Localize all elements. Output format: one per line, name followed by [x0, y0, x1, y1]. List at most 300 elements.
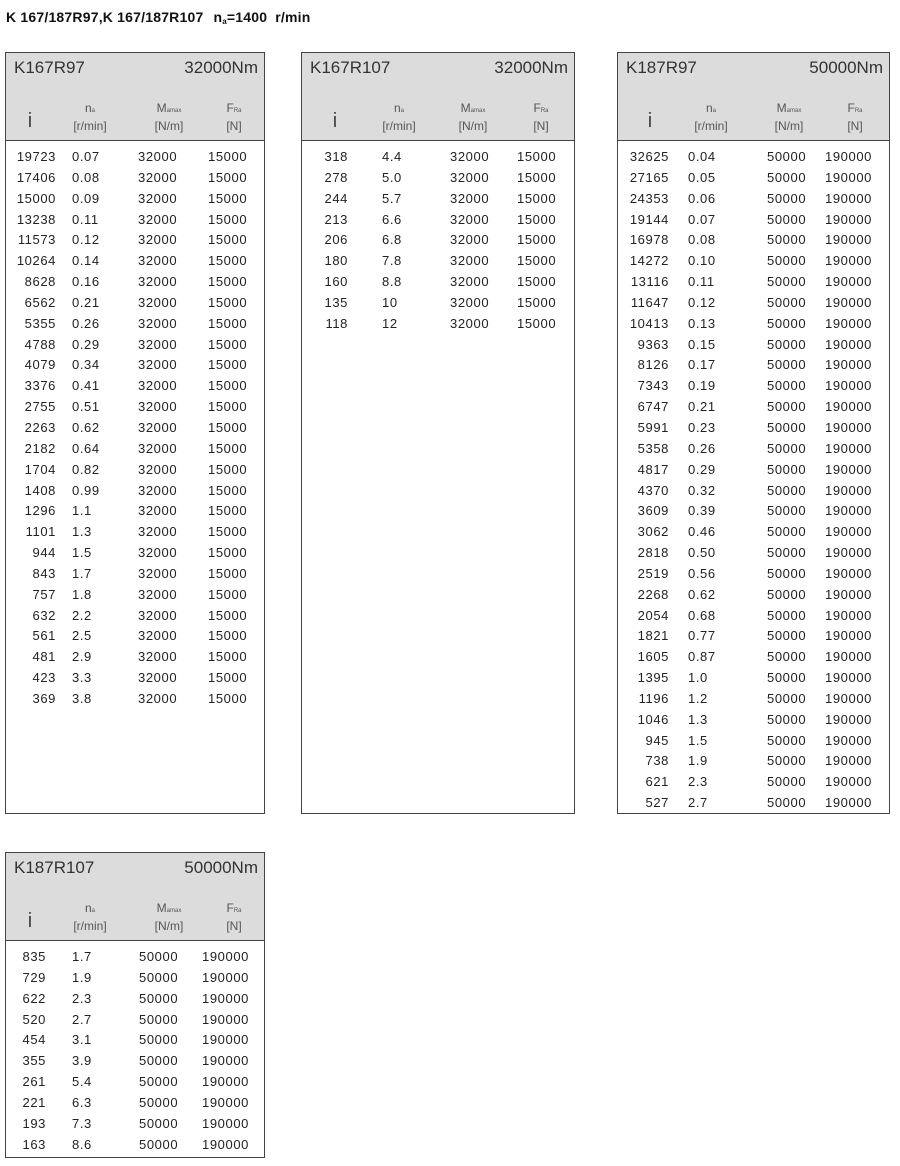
table-row: [618, 501, 889, 522]
cell-output-speed: 0.50: [688, 545, 716, 561]
cell-max-torque: 50000: [139, 949, 179, 964]
page-title: [6, 9, 310, 26]
col-header-na: na [r/min]: [73, 901, 107, 933]
cell-max-torque: 50000: [767, 503, 807, 519]
cell-radial-load: 190000: [825, 607, 872, 623]
cell-output-speed: 0.07: [688, 211, 716, 227]
cell-ratio: 1046: [637, 711, 669, 727]
cell-max-torque: 50000: [767, 753, 807, 769]
cell-output-speed: 6.3: [72, 1094, 92, 1110]
table-row: [618, 668, 889, 689]
cell-max-torque: 32000: [138, 294, 178, 310]
cell-radial-load: 190000: [825, 586, 872, 602]
table-torque: 50000Nm: [184, 858, 258, 877]
table-row: [618, 481, 889, 502]
table-row: [618, 189, 889, 210]
cell-ratio: 4079: [24, 357, 56, 373]
cell-output-speed: 4.4: [382, 149, 402, 164]
cell-output-speed: 2.7: [72, 1011, 92, 1027]
cell-radial-load: 190000: [202, 1032, 249, 1048]
cell-radial-load: 190000: [825, 524, 872, 540]
cell-output-speed: 0.16: [72, 274, 100, 290]
cell-ratio: 193: [22, 1115, 46, 1131]
cell-radial-load: 15000: [517, 232, 557, 248]
table-header: [6, 53, 264, 141]
cell-max-torque: 32000: [138, 482, 178, 498]
col-header-mamax: Mamax [N/m]: [774, 101, 804, 133]
cell-max-torque: 32000: [450, 294, 490, 310]
cell-output-speed: 3.1: [72, 1032, 92, 1048]
cell-radial-load: 15000: [517, 315, 557, 331]
cell-ratio: 10413: [629, 315, 669, 331]
cell-radial-load: 15000: [517, 274, 557, 290]
table-row: [618, 522, 889, 543]
table-row: [6, 397, 264, 418]
cell-radial-load: 15000: [208, 336, 248, 352]
table-row: [6, 314, 264, 335]
cell-ratio: 244: [324, 190, 348, 206]
cell-radial-load: 15000: [208, 628, 248, 644]
cell-output-speed: 2.7: [688, 795, 708, 811]
table-row: [6, 293, 264, 314]
cell-max-torque: 32000: [450, 315, 490, 331]
table-torque: 32000Nm: [184, 58, 258, 77]
cell-max-torque: 50000: [767, 774, 807, 790]
title-prefix: K 167/187R97,K 167/187R107: [6, 9, 204, 25]
table-row: [6, 251, 264, 272]
cell-ratio: 318: [324, 149, 348, 164]
cell-max-torque: 50000: [767, 607, 807, 623]
cell-output-speed: 2.5: [72, 628, 92, 644]
cell-ratio: 16978: [629, 232, 669, 248]
cell-radial-load: 15000: [208, 253, 248, 269]
table-row: [6, 501, 264, 522]
cell-ratio: 520: [22, 1011, 46, 1027]
cell-output-speed: 2.9: [72, 649, 92, 665]
cell-output-speed: 3.8: [72, 690, 92, 706]
cell-ratio: 213: [324, 211, 348, 227]
table-row: [618, 710, 889, 731]
cell-output-speed: 0.62: [72, 419, 100, 435]
cell-max-torque: 50000: [767, 649, 807, 665]
table-row: [618, 564, 889, 585]
cell-max-torque: 32000: [138, 378, 178, 394]
table-row: [618, 272, 889, 293]
cell-max-torque: 32000: [138, 524, 178, 540]
cell-max-torque: 32000: [138, 565, 178, 581]
cell-max-torque: 50000: [767, 565, 807, 581]
cell-radial-load: 15000: [517, 294, 557, 310]
table-row: [6, 1072, 264, 1093]
cell-radial-load: 15000: [208, 399, 248, 415]
cell-output-speed: 5.0: [382, 169, 402, 185]
cell-radial-load: 190000: [825, 190, 872, 206]
cell-radial-load: 190000: [825, 419, 872, 435]
cell-ratio: 206: [324, 232, 348, 248]
cell-radial-load: 190000: [202, 1053, 249, 1069]
cell-output-speed: 10: [382, 294, 398, 310]
cell-radial-load: 190000: [202, 1011, 249, 1027]
cell-radial-load: 190000: [202, 1115, 249, 1131]
cell-ratio: 835: [22, 949, 46, 964]
cell-output-speed: 0.87: [688, 649, 716, 665]
cell-ratio: 561: [32, 628, 56, 644]
cell-output-speed: 2.3: [688, 774, 708, 790]
cell-ratio: 10264: [16, 253, 56, 269]
cell-radial-load: 15000: [208, 232, 248, 248]
cell-max-torque: 50000: [139, 1032, 179, 1048]
cell-output-speed: 5.7: [382, 190, 402, 206]
cell-max-torque: 50000: [767, 461, 807, 477]
cell-ratio: 261: [22, 1074, 46, 1090]
cell-output-speed: 0.11: [688, 274, 715, 290]
cell-output-speed: 0.06: [688, 190, 716, 206]
cell-ratio: 221: [22, 1094, 46, 1110]
cell-max-torque: 32000: [138, 649, 178, 665]
cell-ratio: 6562: [24, 294, 56, 310]
cell-output-speed: 1.5: [72, 545, 92, 561]
cell-max-torque: 50000: [767, 357, 807, 373]
cell-output-speed: 1.3: [72, 524, 92, 540]
cell-ratio: 2182: [24, 440, 56, 456]
table-row: [6, 689, 264, 710]
table-row: [6, 168, 264, 189]
cell-max-torque: 50000: [767, 670, 807, 686]
cell-max-torque: 50000: [767, 795, 807, 811]
cell-radial-load: 15000: [208, 274, 248, 290]
table-row: [618, 626, 889, 647]
cell-max-torque: 50000: [767, 586, 807, 602]
cell-ratio: 527: [645, 795, 669, 811]
cell-max-torque: 50000: [767, 399, 807, 415]
cell-max-torque: 32000: [138, 419, 178, 435]
table-row: [6, 606, 264, 627]
table-row: [618, 439, 889, 460]
cell-ratio: 423: [32, 670, 56, 686]
cell-radial-load: 190000: [202, 1136, 249, 1152]
table-row: [6, 460, 264, 481]
cell-max-torque: 50000: [767, 711, 807, 727]
cell-radial-load: 190000: [825, 253, 872, 269]
cell-ratio: 17406: [16, 169, 56, 185]
cell-max-torque: 50000: [767, 149, 807, 164]
table-row: [302, 272, 574, 293]
cell-radial-load: 190000: [825, 211, 872, 227]
cell-output-speed: 0.12: [688, 294, 716, 310]
table-row: [6, 1030, 264, 1051]
cell-ratio: 32625: [629, 149, 669, 164]
table-row: [6, 989, 264, 1010]
table-row: [6, 418, 264, 439]
cell-ratio: 8628: [24, 274, 56, 290]
cell-radial-load: 190000: [202, 949, 249, 964]
cell-output-speed: 8.6: [72, 1136, 92, 1152]
table-row: [618, 751, 889, 772]
cell-ratio: 9363: [637, 336, 669, 352]
cell-output-speed: 0.23: [688, 419, 716, 435]
cell-radial-load: 15000: [208, 524, 248, 540]
cell-ratio: 5358: [637, 440, 669, 456]
cell-ratio: 118: [325, 315, 348, 331]
cell-max-torque: 32000: [450, 253, 490, 269]
cell-max-torque: 32000: [138, 628, 178, 644]
cell-radial-load: 15000: [517, 169, 557, 185]
table-row: [618, 543, 889, 564]
cell-max-torque: 50000: [767, 690, 807, 706]
cell-ratio: 180: [324, 253, 348, 269]
cell-max-torque: 32000: [138, 545, 178, 561]
cell-max-torque: 50000: [767, 482, 807, 498]
cell-output-speed: 0.34: [72, 357, 100, 373]
cell-ratio: 2268: [637, 586, 669, 602]
table-row: [6, 335, 264, 356]
table-torque: 50000Nm: [809, 58, 883, 77]
cell-radial-load: 15000: [208, 649, 248, 665]
cell-radial-load: 190000: [825, 795, 872, 811]
cell-radial-load: 190000: [825, 294, 872, 310]
cell-ratio: 632: [32, 607, 56, 623]
title-speed-unit: r/min: [275, 9, 311, 25]
table-header: [302, 53, 574, 141]
cell-ratio: 8126: [637, 357, 669, 373]
col-header-fra: FRa [N]: [226, 901, 242, 933]
cell-max-torque: 50000: [139, 1136, 179, 1152]
cell-max-torque: 50000: [767, 336, 807, 352]
cell-ratio: 4817: [637, 461, 669, 477]
cell-ratio: 738: [645, 753, 669, 769]
cell-radial-load: 15000: [517, 211, 557, 227]
cell-radial-load: 190000: [825, 774, 872, 790]
cell-max-torque: 50000: [139, 1094, 179, 1110]
cell-max-torque: 50000: [767, 440, 807, 456]
table-row: [6, 1010, 264, 1031]
cell-radial-load: 15000: [517, 190, 557, 206]
table-row: [618, 585, 889, 606]
cell-radial-load: 15000: [208, 607, 248, 623]
cell-radial-load: 190000: [202, 1074, 249, 1090]
cell-output-speed: 1.7: [72, 949, 92, 964]
cell-max-torque: 50000: [767, 253, 807, 269]
cell-output-speed: 1.5: [688, 732, 708, 748]
cell-output-speed: 2.3: [72, 990, 92, 1006]
col-header-mamax: Mamax [N/m]: [458, 101, 488, 133]
table-row: [6, 968, 264, 989]
cell-ratio: 369: [32, 690, 56, 706]
cell-output-speed: 0.10: [688, 253, 716, 269]
cell-ratio: 2263: [24, 419, 56, 435]
cell-output-speed: 0.29: [72, 336, 100, 352]
col-header-mamax: Mamax [N/m]: [154, 901, 184, 933]
cell-radial-load: 190000: [825, 690, 872, 706]
col-header-fra: FRa [N]: [533, 101, 549, 133]
cell-max-torque: 32000: [138, 336, 178, 352]
cell-max-torque: 50000: [767, 628, 807, 644]
cell-output-speed: 0.51: [72, 399, 100, 415]
cell-radial-load: 190000: [825, 461, 872, 477]
cell-output-speed: 0.39: [688, 503, 716, 519]
table-header: [6, 853, 264, 941]
cell-output-speed: 0.46: [688, 524, 716, 540]
cell-radial-load: 190000: [825, 315, 872, 331]
cell-radial-load: 15000: [208, 545, 248, 561]
table-model: K167R97: [14, 58, 85, 77]
table-row: [302, 189, 574, 210]
cell-max-torque: 32000: [138, 232, 178, 248]
table-row: [6, 481, 264, 502]
cell-max-torque: 32000: [138, 461, 178, 477]
cell-ratio: 2755: [24, 399, 56, 415]
spec-table-k167r107: [301, 52, 575, 814]
cell-output-speed: 0.62: [688, 586, 716, 602]
table-row: [618, 355, 889, 376]
cell-output-speed: 0.17: [688, 357, 716, 373]
cell-ratio: 3376: [24, 378, 56, 394]
table-row: [6, 210, 264, 231]
title-speed-value: =1400: [226, 9, 268, 25]
cell-max-torque: 50000: [767, 190, 807, 206]
table-row: [6, 564, 264, 585]
cell-output-speed: 0.14: [72, 253, 100, 269]
cell-max-torque: 32000: [138, 274, 178, 290]
cell-max-torque: 50000: [139, 990, 179, 1006]
table-row: [6, 1093, 264, 1114]
cell-max-torque: 50000: [767, 274, 807, 290]
cell-ratio: 1196: [638, 690, 669, 706]
cell-output-speed: 0.32: [688, 482, 716, 498]
spec-table-k167r97: [5, 52, 265, 814]
table-row: [6, 947, 264, 968]
cell-ratio: 19144: [629, 211, 669, 227]
cell-ratio: 729: [22, 969, 46, 985]
cell-max-torque: 32000: [450, 169, 490, 185]
cell-ratio: 1704: [24, 461, 56, 477]
cell-max-torque: 32000: [138, 690, 178, 706]
cell-output-speed: 0.77: [688, 628, 716, 644]
cell-max-torque: 50000: [767, 545, 807, 561]
col-header-i: i: [647, 110, 653, 132]
cell-radial-load: 190000: [825, 565, 872, 581]
table-header: [618, 53, 889, 141]
cell-output-speed: 6.6: [382, 211, 402, 227]
cell-output-speed: 1.2: [688, 690, 708, 706]
table-row: [618, 793, 889, 814]
table-row: [6, 230, 264, 251]
cell-ratio: 15000: [16, 190, 56, 206]
cell-max-torque: 50000: [767, 315, 807, 331]
cell-radial-load: 190000: [825, 732, 872, 748]
table-row: [618, 210, 889, 231]
cell-max-torque: 32000: [450, 190, 490, 206]
cell-radial-load: 190000: [202, 990, 249, 1006]
cell-output-speed: 0.08: [72, 169, 100, 185]
cell-max-torque: 50000: [767, 294, 807, 310]
cell-ratio: 1395: [637, 670, 669, 686]
cell-radial-load: 15000: [208, 565, 248, 581]
col-header-i: i: [27, 110, 33, 132]
table-row: [618, 335, 889, 356]
cell-radial-load: 15000: [208, 690, 248, 706]
table-row: [618, 460, 889, 481]
cell-max-torque: 32000: [450, 274, 490, 290]
cell-radial-load: 190000: [202, 969, 249, 985]
table-row: [302, 314, 574, 335]
cell-radial-load: 190000: [825, 149, 872, 164]
cell-max-torque: 32000: [138, 315, 178, 331]
table-row: [302, 168, 574, 189]
cell-max-torque: 50000: [139, 1074, 179, 1090]
cell-max-torque: 32000: [138, 211, 178, 227]
cell-max-torque: 32000: [138, 440, 178, 456]
cell-ratio: 13238: [16, 211, 56, 227]
cell-output-speed: 0.29: [688, 461, 716, 477]
cell-max-torque: 32000: [138, 149, 178, 164]
table-row: [6, 647, 264, 668]
cell-radial-load: 15000: [208, 211, 248, 227]
cell-radial-load: 15000: [208, 586, 248, 602]
table-row: [6, 543, 264, 564]
cell-ratio: 24353: [629, 190, 669, 206]
table-row: [618, 293, 889, 314]
cell-radial-load: 15000: [208, 149, 248, 164]
table-row: [6, 668, 264, 689]
cell-output-speed: 1.9: [72, 969, 92, 985]
table-row: [618, 772, 889, 793]
table-row: [618, 418, 889, 439]
table-row: [618, 230, 889, 251]
cell-ratio: 944: [32, 545, 56, 561]
cell-max-torque: 32000: [450, 232, 490, 248]
cell-radial-load: 190000: [825, 440, 872, 456]
cell-radial-load: 15000: [208, 440, 248, 456]
cell-radial-load: 190000: [825, 357, 872, 373]
cell-output-speed: 6.8: [382, 232, 402, 248]
cell-max-torque: 50000: [767, 211, 807, 227]
cell-ratio: 1605: [637, 649, 669, 665]
table-row: [302, 147, 574, 168]
cell-radial-load: 190000: [825, 503, 872, 519]
cell-max-torque: 50000: [139, 1011, 179, 1027]
cell-max-torque: 32000: [138, 586, 178, 602]
cell-output-speed: 0.56: [688, 565, 716, 581]
table-row: [618, 647, 889, 668]
table-row: [6, 1051, 264, 1072]
cell-ratio: 3062: [637, 524, 669, 540]
cell-max-torque: 32000: [138, 399, 178, 415]
cell-max-torque: 50000: [139, 1115, 179, 1131]
cell-ratio: 945: [645, 732, 669, 748]
table-row: [6, 1135, 264, 1156]
table-row: [6, 147, 264, 168]
table-row: [618, 376, 889, 397]
cell-ratio: 5355: [24, 315, 56, 331]
cell-output-speed: 1.7: [72, 565, 92, 581]
cell-radial-load: 15000: [208, 190, 248, 206]
cell-output-speed: 1.1: [72, 503, 92, 519]
cell-radial-load: 190000: [825, 399, 872, 415]
cell-radial-load: 15000: [208, 357, 248, 373]
cell-ratio: 13116: [630, 274, 669, 290]
col-header-fra: FRa [N]: [226, 101, 242, 133]
cell-ratio: 278: [324, 169, 348, 185]
cell-ratio: 7343: [637, 378, 669, 394]
table-row: [618, 606, 889, 627]
cell-max-torque: 50000: [767, 378, 807, 394]
cell-radial-load: 190000: [825, 232, 872, 248]
cell-max-torque: 32000: [138, 169, 178, 185]
table-torque: 32000Nm: [494, 58, 568, 77]
col-header-na: na [r/min]: [694, 101, 728, 133]
cell-ratio: 355: [22, 1053, 46, 1069]
